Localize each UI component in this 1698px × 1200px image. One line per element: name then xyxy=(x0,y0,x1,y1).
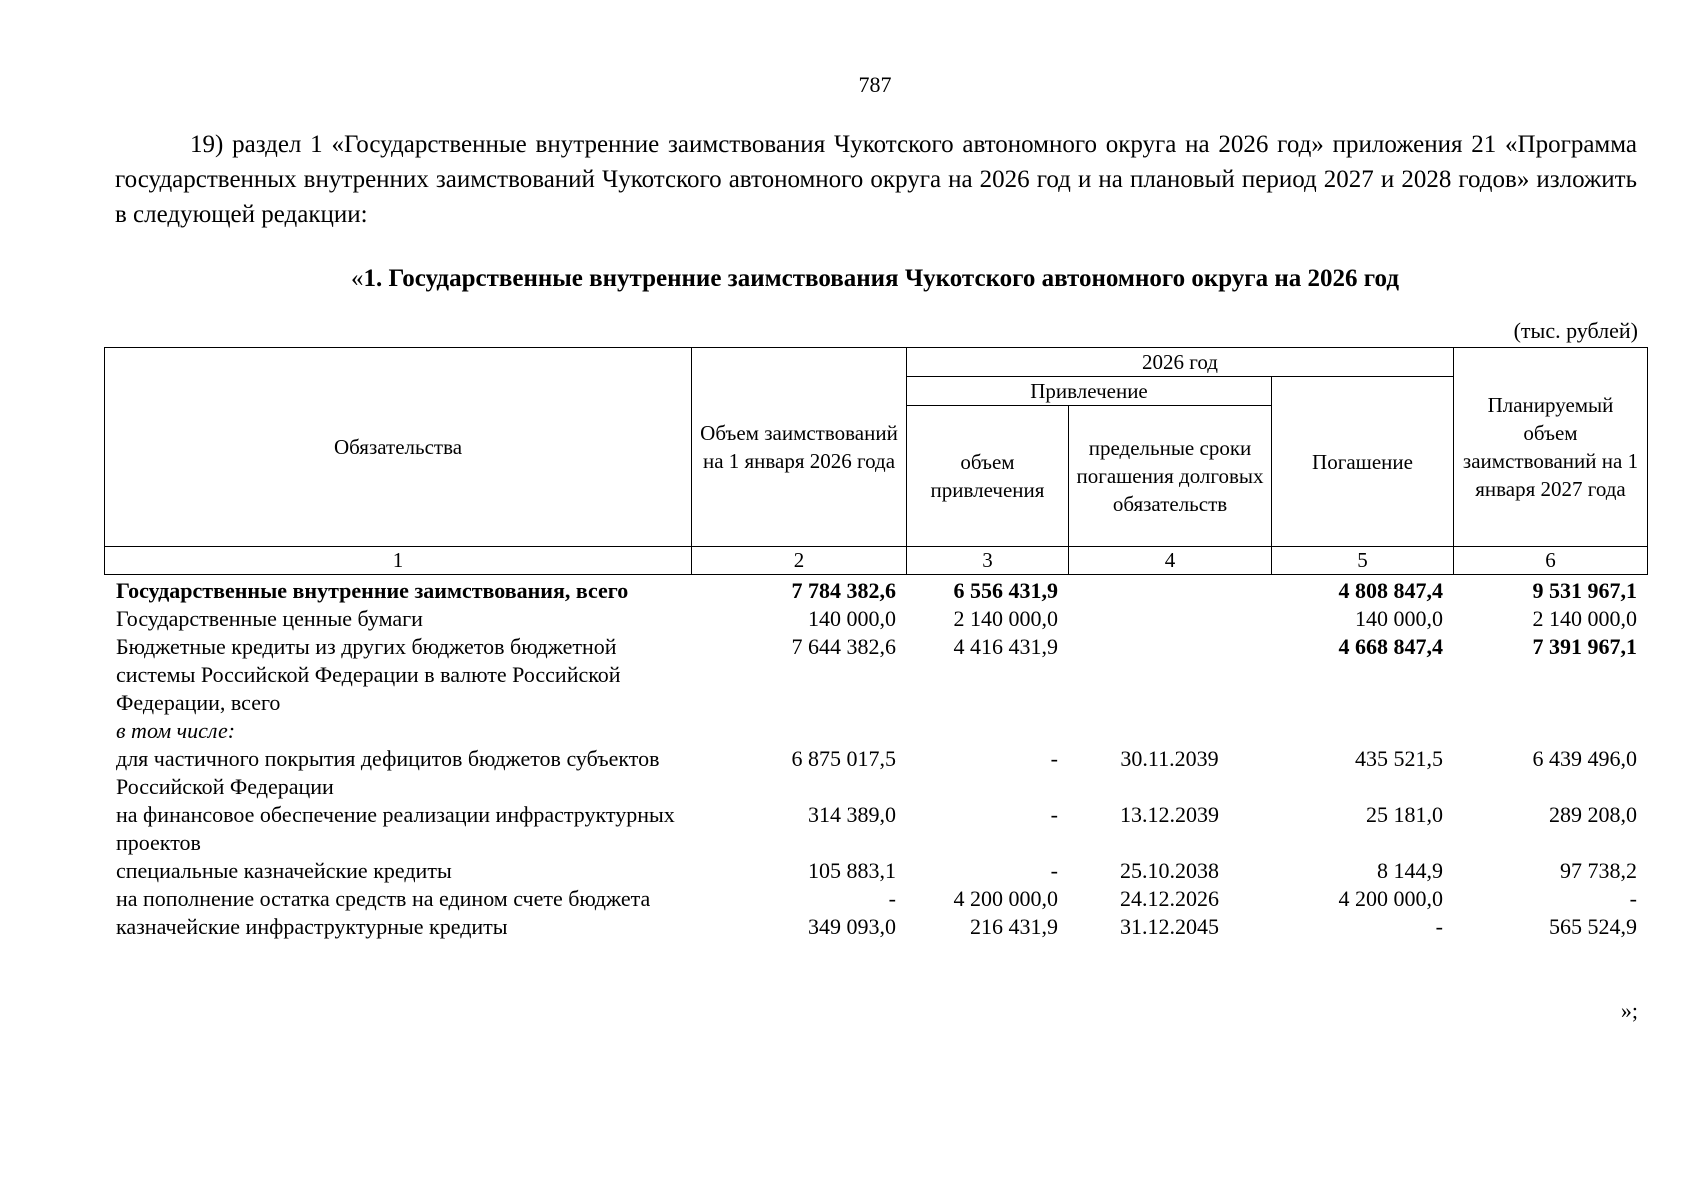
table-row-subheading xyxy=(104,717,1647,745)
row-repayment-term: 24.12.2026 xyxy=(1120,886,1219,911)
row-repayment-term xyxy=(1068,633,1271,717)
table-row xyxy=(104,633,1647,717)
column-number: 5 xyxy=(1272,547,1454,575)
page-number: 787 xyxy=(858,72,892,97)
row-planned-volume: - xyxy=(1629,886,1637,911)
row-repayment xyxy=(1271,717,1453,745)
table-header xyxy=(104,347,1648,575)
row-name: на пополнение остатка средств на едином счете бюджета xyxy=(116,886,651,911)
row-start-volume xyxy=(691,717,906,745)
row-name: для частичного покрытия дефицитов бюджетов субъектов Российской Федерации xyxy=(116,746,660,799)
title-text: 1. Государственные внутренние заимствования Чукотского автономного округа на 2026 год xyxy=(363,265,1399,292)
header-year: 2026 год xyxy=(907,348,1454,377)
column-number: 6 xyxy=(1454,547,1648,575)
row-name: Государственные внутренние заимствования, всего xyxy=(116,578,629,603)
row-start-volume: 7 784 382,6 xyxy=(791,578,896,603)
row-start-volume: 105 883,1 xyxy=(808,858,896,883)
column-number: 4 xyxy=(1069,547,1272,575)
table-row xyxy=(104,857,1647,885)
row-repayment: 4 668 847,4 xyxy=(1338,634,1443,659)
row-attraction-volume: - xyxy=(1050,858,1058,883)
row-start-volume: 314 389,0 xyxy=(808,802,896,827)
row-planned-volume: 2 140 000,0 xyxy=(1532,606,1637,631)
row-planned-volume: 97 738,2 xyxy=(1560,858,1637,883)
row-planned-volume: 289 208,0 xyxy=(1549,802,1637,827)
row-attraction-volume: - xyxy=(1050,802,1058,827)
section-title xyxy=(0,265,1698,293)
intro-paragraph: 19) раздел 1 «Государственные внутренние заимствования Чукотского автономного округа на 2026 год» приложения 21 «Программа государственных внутренних заимствований Чукотского автономного округа на 2026 год и на плановый период 2027 и 2028 годов» изложить в следующей редакции: xyxy=(115,131,1637,228)
table-body xyxy=(104,577,1647,941)
title-open-quote: « xyxy=(351,265,364,292)
row-repayment-term xyxy=(1068,577,1271,605)
row-repayment: 4 808 847,4 xyxy=(1338,578,1443,603)
row-attraction-volume: 4 416 431,9 xyxy=(953,634,1058,659)
row-start-volume: 6 875 017,5 xyxy=(791,746,896,771)
row-repayment-term: 30.11.2039 xyxy=(1120,746,1219,771)
closing-quote: »; xyxy=(1620,998,1638,1023)
row-repayment-term xyxy=(1068,605,1271,633)
table-row-total xyxy=(104,577,1647,605)
row-name: Бюджетные кредиты из других бюджетов бюджетной системы Российской Федерации в валюте Российской Федерации, всего xyxy=(116,634,621,715)
header-volume-start: Объем заимствований на 1 января 2026 года xyxy=(692,348,907,547)
units-label: (тыс. рублей) xyxy=(1513,318,1638,343)
row-start-volume: 349 093,0 xyxy=(808,914,896,939)
row-attraction-volume xyxy=(906,717,1068,745)
row-attraction-volume: 216 431,9 xyxy=(970,914,1058,939)
row-name: Государственные ценные бумаги xyxy=(116,606,423,631)
row-attraction-volume: 6 556 431,9 xyxy=(953,578,1058,603)
row-repayment: 140 000,0 xyxy=(1355,606,1443,631)
row-planned-volume: 7 391 967,1 xyxy=(1532,634,1637,659)
row-repayment: 8 144,9 xyxy=(1377,858,1443,883)
table-row xyxy=(104,885,1647,913)
row-start-volume: 140 000,0 xyxy=(808,606,896,631)
row-repayment: 4 200 000,0 xyxy=(1338,886,1443,911)
row-repayment-term: 13.12.2039 xyxy=(1120,802,1219,827)
header-attraction-volume: объем привлечения xyxy=(907,406,1069,547)
table-row xyxy=(104,801,1647,857)
header-repayment: Погашение xyxy=(1272,377,1454,547)
column-number: 2 xyxy=(692,547,907,575)
row-name: специальные казначейские кредиты xyxy=(116,858,452,883)
table-row xyxy=(104,745,1647,801)
table-row xyxy=(104,605,1647,633)
row-repayment: 435 521,5 xyxy=(1355,746,1443,771)
row-attraction-volume: - xyxy=(1050,746,1058,771)
row-attraction-volume: 4 200 000,0 xyxy=(953,886,1058,911)
row-repayment-term: 31.12.2045 xyxy=(1120,914,1219,939)
row-attraction-volume: 2 140 000,0 xyxy=(953,606,1058,631)
row-start-volume: - xyxy=(888,886,896,911)
row-planned-volume: 6 439 496,0 xyxy=(1532,746,1637,771)
row-name: на финансовое обеспечение реализации инфраструктурных проектов xyxy=(116,802,675,855)
column-number: 3 xyxy=(907,547,1069,575)
row-name: в том числе: xyxy=(116,718,236,743)
header-repayment-terms: предельные сроки погашения долговых обязательств xyxy=(1069,406,1272,547)
row-repayment: 25 181,0 xyxy=(1366,802,1443,827)
column-number: 1 xyxy=(105,547,692,575)
row-repayment-term xyxy=(1068,717,1271,745)
row-repayment-term: 25.10.2038 xyxy=(1120,858,1219,883)
table-row xyxy=(104,913,1647,941)
row-name: казначейские инфраструктурные кредиты xyxy=(116,914,508,939)
row-start-volume: 7 644 382,6 xyxy=(791,634,896,659)
header-planned-volume: Планируемый объем заимствований на 1 января 2027 года xyxy=(1454,348,1648,547)
row-planned-volume: 565 524,9 xyxy=(1549,914,1637,939)
row-planned-volume xyxy=(1453,717,1647,745)
row-repayment: - xyxy=(1435,914,1443,939)
row-planned-volume: 9 531 967,1 xyxy=(1532,578,1637,603)
header-attraction: Привлечение xyxy=(907,377,1272,406)
header-obligations: Обязательства xyxy=(105,348,692,547)
